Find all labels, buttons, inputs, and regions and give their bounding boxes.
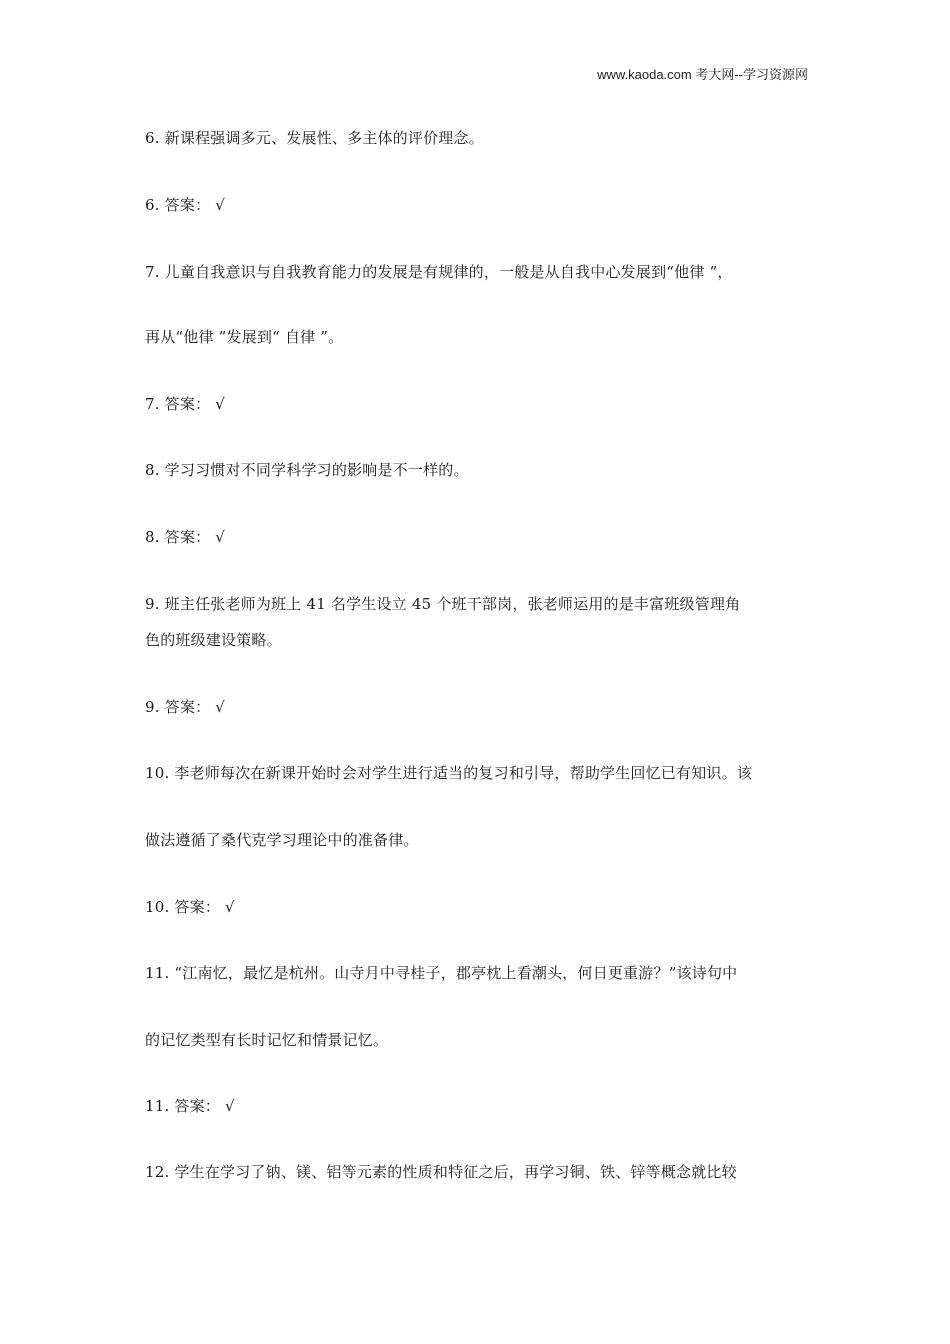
question-7-line-1: 7. 儿童自我意识与自我教育能力的发展是有规律的，一般是从自我中心发展到“他律 ”， <box>145 263 733 281</box>
question-12-line-1: 12. 学生在学习了钠、镁、铝等元素的性质和特征之后，再学习铜、铁、锌等概念就比较 <box>145 1163 737 1181</box>
answer-11: 11. 答案： √ <box>145 1097 235 1115</box>
answer-8: 8. 答案： √ <box>145 528 226 546</box>
question-10-line-2: 做法遵循了桑代克学习理论中的准备律。 <box>145 831 419 849</box>
question-9-line-1: 9. 班主任张老师为班上 41 名学生设立 45 个班干部岗，张老师运用的是丰富班级管理角 <box>145 595 741 613</box>
page-header-site: www.kaoda.com 考大网--学习资源网 <box>597 67 808 82</box>
question-9-line-2: 色的班级建设策略。 <box>145 631 282 649</box>
answer-7: 7. 答案： √ <box>145 395 226 413</box>
answer-6: 6. 答案： √ <box>145 196 226 214</box>
question-8: 8. 学习习惯对不同学科学习的影响是不一样的。 <box>145 461 469 479</box>
answer-10: 10. 答案： √ <box>145 898 235 916</box>
question-10-line-1: 10. 李老师每次在新课开始时会对学生进行适当的复习和引导，帮助学生回忆已有知识。该 <box>145 764 753 782</box>
question-6: 6. 新课程强调多元、发展性、多主体的评价理念。 <box>145 129 484 147</box>
question-11-line-2: 的记忆类型有长时记忆和情景记忆。 <box>145 1031 389 1049</box>
answer-9: 9. 答案： √ <box>145 698 226 716</box>
question-11-line-1: 11. “江南忆，最忆是杭州。山寺月中寻桂子，郡亭枕上看潮头，何日更重游？”该诗句中 <box>145 964 738 982</box>
question-7-line-2: 再从“他律 ”发展到“ 自律 ”。 <box>145 328 344 346</box>
